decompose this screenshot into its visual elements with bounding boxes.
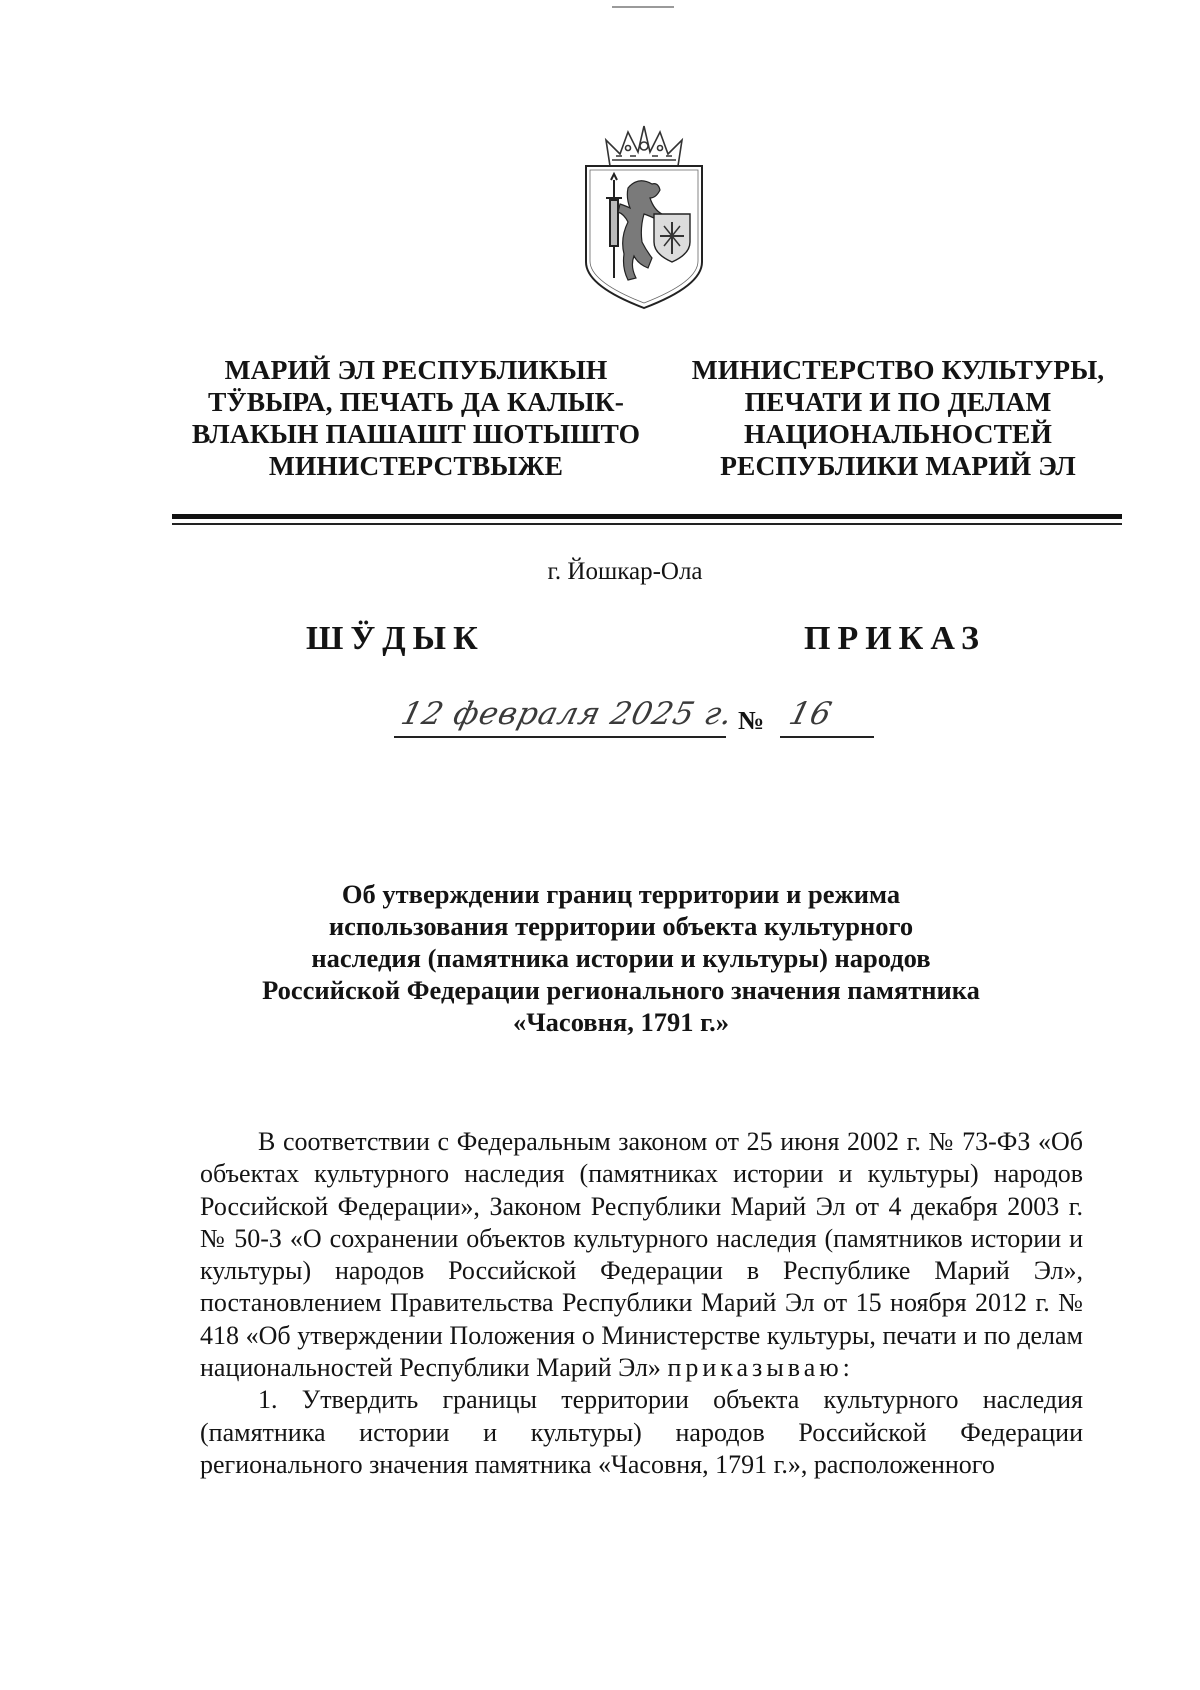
header-right-line: ПЕЧАТИ И ПО ДЕЛАМ [744, 386, 1052, 417]
doc-type-russian: ПРИКАЗ [804, 620, 986, 657]
item-1-paragraph: 1. Утвердить границы территории объекта культурного наследия (памятника истории и культуры) народов Российской Федерации регионального значения памятника «Часовня, 1791 г.», расположенного [200, 1385, 1083, 1479]
header-right-line: РЕСПУБЛИКИ МАРИЙ ЭЛ [720, 450, 1076, 481]
header-left-line: ТӰВЫРА, ПЕЧАТЬ ДА КАЛЫК- [208, 386, 624, 417]
doc-type-mari: ШӰДЫК [306, 620, 485, 657]
title-line: Российской Федерации регионального значения памятника [262, 975, 980, 1005]
header-right-line: НАЦИОНАЛЬНОСТЕЙ [744, 418, 1052, 449]
coat-of-arms-icon [580, 118, 708, 314]
date-underline [394, 736, 726, 738]
title-line: Об утверждении границ территории и режима [341, 879, 901, 909]
document-body [200, 1126, 1083, 1481]
title-line: «Часовня, 1791 г.» [512, 1007, 729, 1037]
scan-top-mark [612, 6, 674, 8]
header-left-line: МАРИЙ ЭЛ РЕСПУБЛИКЫН [224, 354, 608, 385]
city-name: г. Йошкар-Ола [547, 558, 703, 585]
header-left-line: МИНИСТЕРСТВЫЖЕ [268, 450, 564, 481]
handwritten-number: 16 [785, 696, 836, 732]
document-title [0, 878, 1200, 1038]
order-word: приказываю: [667, 1353, 854, 1383]
preamble-text: В соответствии с Федеральным законом от 25 июня 2002 г. № 73-ФЗ «Об объектах культурного наследия (памятниках истории и культуры) народов Российской Федерации», Законом Республики Марий Эл от 4 декабря 2003 г. № 50-З «О сохранении объектов культурного наследия (памятников истории и культуры) народов Российской Федерации в Республике Марий Эл», постановлением Правительства Республики Марий Эл от 15 ноября 2012 г. № 418 «Об утверждении Положения о Министерстве культуры, печати и по делам национальностей Республики Марий Эл» [200, 1127, 1083, 1383]
preamble-paragraph [200, 1126, 1083, 1384]
handwritten-date: 12 февраля 2025 г. [397, 696, 738, 732]
number-label: № [738, 706, 765, 735]
header-divider-thin [172, 523, 1122, 525]
header-mari-ministry-name [176, 354, 656, 482]
header-right-line: МИНИСТЕРСТВО КУЛЬТУРЫ, [691, 354, 1105, 385]
number-underline [780, 736, 874, 738]
title-line: использования территории объекта культурного [328, 911, 914, 941]
header-divider-thick [172, 514, 1122, 519]
title-line: наследия (памятника истории и культуры) народов [311, 943, 931, 973]
header-left-line: ВЛАКЫН ПАШАШТ ШОТЫШТО [191, 418, 641, 449]
header-russian-ministry-name [688, 354, 1108, 482]
